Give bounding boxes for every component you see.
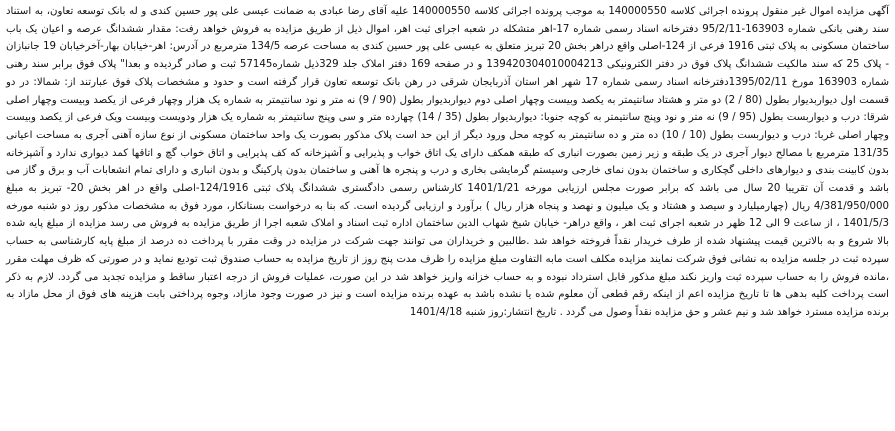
- auction-notice-text: آگهی مزایده اموال غیر منقول پرونده اجرائی کلاسه 140000550 به موجب پرونده اجرائی کلاسه 140000550 علیه آقای رضا عبادی به ضمانت عیسی علی پور حسین کندی و له بانک توسعه تعاون، به استناد سند رهنی بانکی شماره 163903-95/2/11 دفترخانه اسناد رسمی شماره 17-اهر متشکله در شعبه اجرای ثبت اهر، اموال ذیل از طریق مزایده به فروش خواهد رفت: مقدار ششدانگ عرصه و اعیان یک باب ساختمان مسکونی به پلاک ثبتی 1916 فرعی از 124-اصلی واقع دراهر بخش 20 تبریز متعلق به عیسی علی پور حسین کندی به مساحت عرصه 134/5 مترمربع در آدرس: اهر-خیابان بهار-آخرخیابان 19 جانبازان - پلاک 25 که سند مالکیت ششدانگ پلاک فوق در دفتر الکترونیکی 139420304010004213 و در صفحه 169 دفتر املاک جلد 329ذیل شماره57145 ثبت و صادر گردیده و بعدا" پلاک فوق برابر سند رهنی شماره 163903 مورخ 1395/02/11دفترخانه اسناد رسمی شماره 17 شهر اهر استان آذربایجان شرقی در رهن بانک توسعه تعاون قرار گرفته است و حدود و مشخصات پلاک فوق عبارتند از: شمالا: در دو قسمت اول دیواربدیوار بطول (80 / 2) دو متر و هشتاد سانتیمتر به یکصد وبیست وچهار اصلی دوم دیواربدیوار بطول (90 / 9) نه متر و نود سانتیمتر به شماره یک هزار وچهار فرعی از یکصد وبیست وچهار اصلی شرقا: درب و دیواربست بطول (95 / 9) نه متر و نود وپنج سانتیمتر به کوچه جنوبا: دیواربدیوار بطول (35 / 14) چهارده متر و سی وپنج سانتیمتر به شماره یک هزار ودویست وبیست ویک فرعی از یکصد وبیست وچهار اصلی غربا: درب و دیواربست بطول (10 / 10) ده متر و ده سانتیمتر به کوچه محل ورود دیگر از این حد است پلاک مذکور بصورت یک واحد ساختمان مسکونی از نوع سازه آهنی آجری به مساحت اعیانی 131/35 مترمربع با مصالح دیوار آجری در یک طبقه و زیر زمین بصورت انباری که طبقه همکف دارای یک اتاق خواب و پذیرایی و آشپزخانه که کف پذیرایی و اتاق خواب گچ و اتاقها کمد دیواری ندارد و آشپزخانه بدون کابینت بندی و دیوارهای داخلی گچکاری و ساختمان بدون نمای خارجی وسیستم گرمایشی بخاری و درب و پنجره ها آهنی و ساختمان بدون پارکینگ و بدون انباری و دارای تمام انشعابات آب و برق و گاز می باشد و قدمت آن تقریبا 20 سال می باشد که برابر صورت مجلس ارزیابی مورخه 1401/1/21 کارشناس رسمی دادگستری ششدانگ پلاک ثبتی 124/1916-اصلی واقع در اهر بخش 20- تبریز به مبلغ 4/381/950/000 ریال (چهارمیلیارد و سیصد و هشتاد و یک میلیون و نهصد و پنجاه هزار ریال ) برآورد و ارزیابی گردیده است. که بنا به درخواست بستانکار، مورد فوق به مشخصات مذکور روز دو شنبه مورخه 1401/5/3 ، از ساعت 9 الی 12 ظهر در شعبه اجرای ثبت اهر ، واقع دراهر- خیابان شیخ شهاب الدین ساختمان اداره ثبت اسناد و املاک شعبه اجرا از طریق مزایده به فروش می رسد مزایده از مبلغ پایه شده بالا شروع و به بالاترین قیمت پیشنهاد شده از طرف خریدار نقداً فروخته خواهد شد .طالبین و خریداران می توانند جهت شرکت در مزایده در وقت مقرر با پرداخت ده درصد از مبلغ پایه کارشناسی به حساب سپرده ثبت در جلسه مزایده به نشانی فوق شرکت نمایند مزایده مکلف است مابه التفاوت مبلغ مزایده را ظرف مدت پنج روز از تاریخ مزایده به حساب صندوق ثبت تودیع نماید و در صورتی که ظرف مهلت مقرر ،مانده فروش را به حساب سپرده ثبت واریز نکند مبلغ مذکور قابل استرداد نبوده و به حساب خزانه واریز خواهد شد در این صورت، عملیات فروش از درجه اعتبار ساقط و مزایده تجدید می گردد. لازم به ذکر است پرداخت کلیه بدهی ها تا تاریخ مزایده اعم از اینکه رقم قطعی آن معلوم شده یا نشده باشد به عهده برنده مزایده است و نیز در صورت وجود مازاد، وجوه پرداختی بابت هزینه های فوق از محل مازاد به برنده مزایده مسترد خواهد شد و نیم عشر و حق مزایده نقداً وصول می گردد . تاریخ انتشار:روز شنبه 1401/4/18: [6, 6, 890, 318]
